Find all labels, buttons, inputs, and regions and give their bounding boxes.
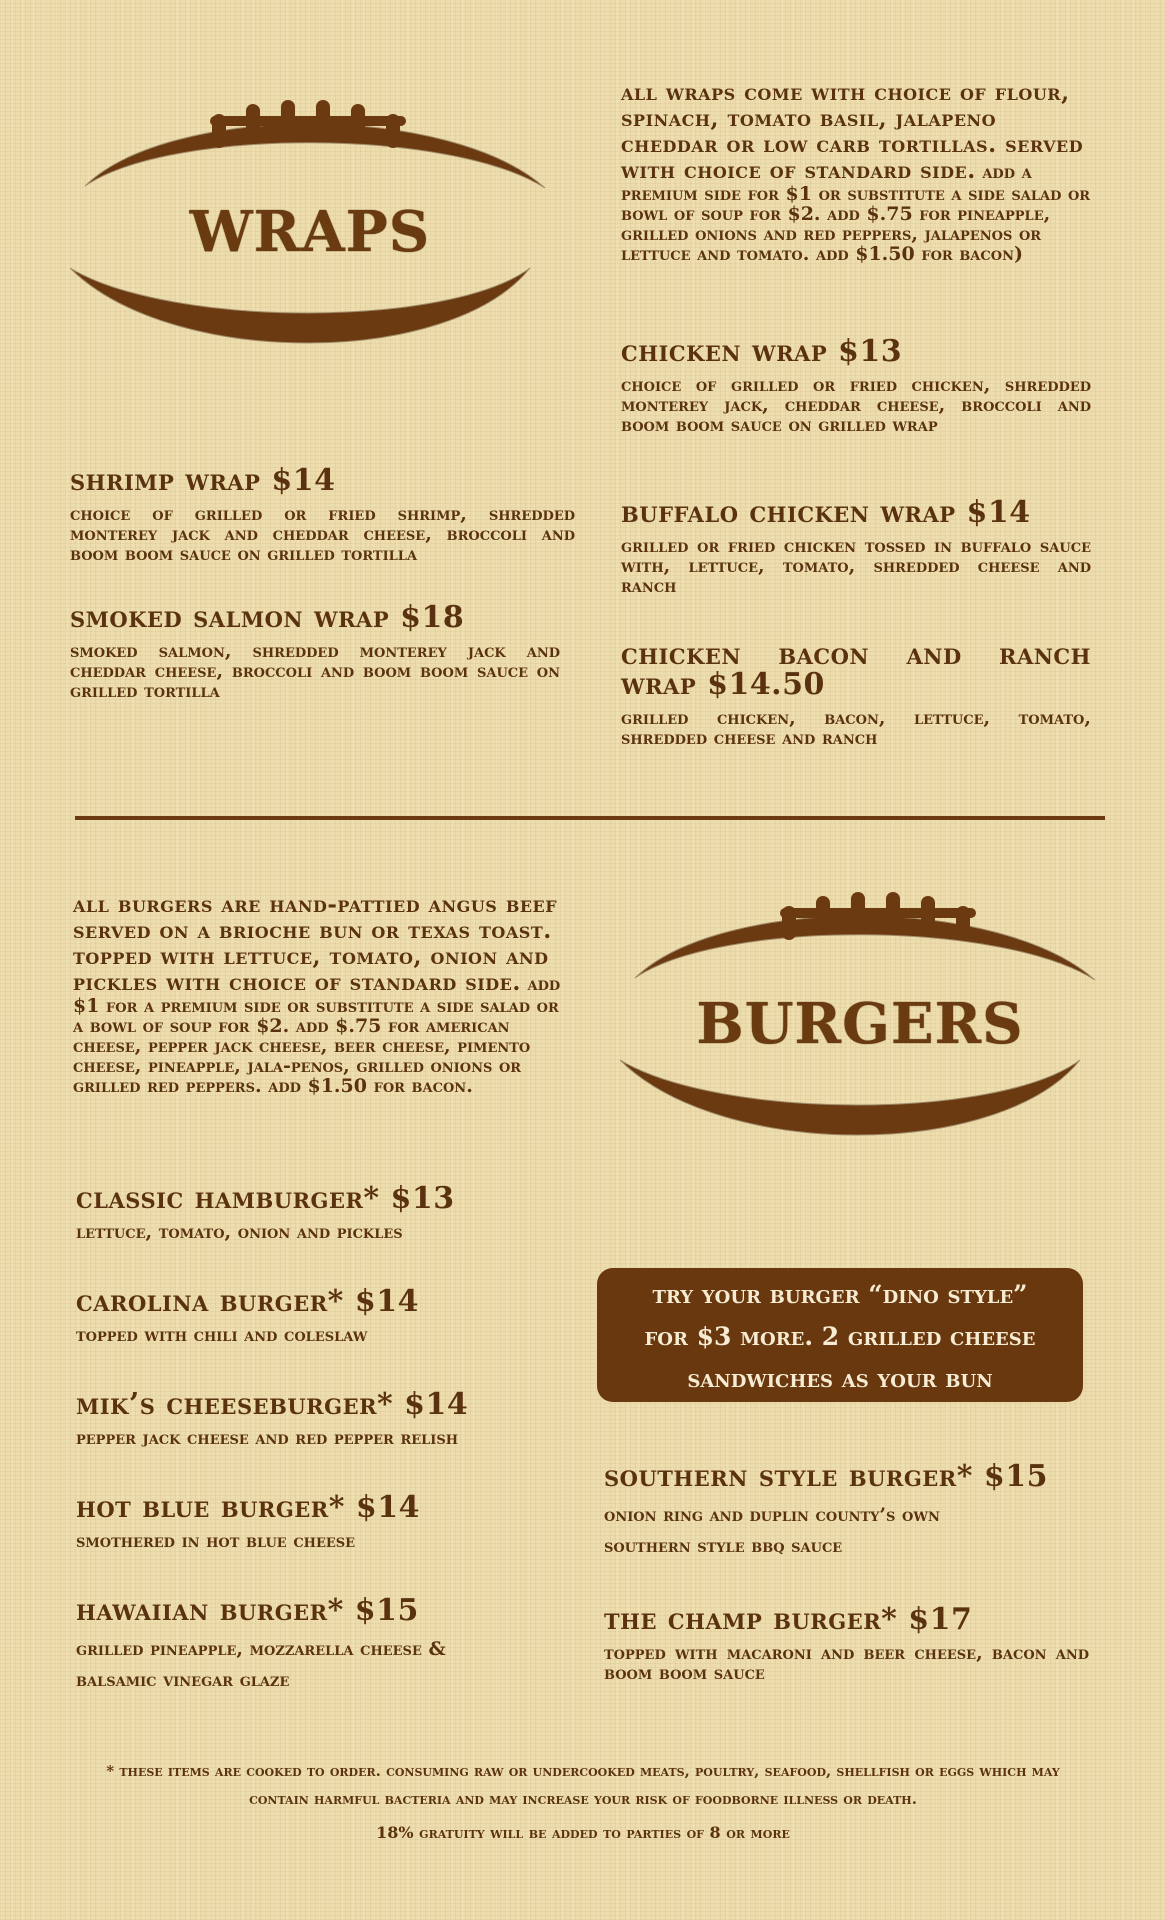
item-description: choice of grilled or fried chicken, shredded monterey jack, cheddar cheese, broccoli and boom boom sauce on grilled wrap xyxy=(621,374,1091,436)
item-title: southern style burger* $15 xyxy=(604,1459,1049,1494)
menu-item-chicken-wrap xyxy=(621,334,1091,436)
wraps-intro-addons: add a premium side for $1 or substitute a side salad or bowl of soup for $2. add $.75 for pineapple, grilled onions and red peppers, jalapenos or lettuce and tomato. add $1.50 for bacon) xyxy=(621,161,1091,265)
item-description: topped with chili and coleslaw xyxy=(76,1324,368,1346)
menu-item-shrimp-wrap xyxy=(70,463,575,565)
dino-line: sandwiches as your bun xyxy=(687,1364,993,1393)
item-description: grilled chicken, bacon, lettuce, tomato, shredded cheese and ranch xyxy=(621,707,1091,749)
menu-item-hawaiian-burger xyxy=(76,1593,576,1696)
menu-item-hot-blue-burger xyxy=(76,1490,576,1552)
item-title: hot blue burger* $14 xyxy=(76,1490,420,1525)
menu-item-the-champ-burger xyxy=(604,1602,1089,1684)
item-title: buffalo chicken wrap $14 xyxy=(621,495,1031,530)
item-title: classic hamburger* $13 xyxy=(76,1181,455,1216)
item-title: chicken wrap $13 xyxy=(621,334,903,369)
item-description: smothered in hot blue cheese xyxy=(76,1530,356,1552)
item-title: chicken bacon and ranch wrap $14.50 xyxy=(621,637,1091,702)
item-description-line: southern style bbq sauce xyxy=(604,1535,843,1557)
item-title: smoked salmon wrap $18 xyxy=(70,600,465,635)
wraps-football-graphic xyxy=(70,88,550,368)
burgers-intro xyxy=(73,892,572,1096)
item-description: pepper jack cheese and red pepper relish xyxy=(76,1427,459,1449)
item-description: topped with macaroni and beer cheese, bacon and boom boom sauce xyxy=(604,1642,1089,1684)
item-title: hawaiian burger* $15 xyxy=(76,1593,419,1628)
burgers-intro-addons: add $1 for a premium side or substitute a side salad or a bowl of soup for $2. add $.75 for american cheese, pepper jack cheese, beer cheese, pimento cheese, pineapple, jala-penos, grilled onions or grilled red peppers. add $1.50 for bacon. xyxy=(73,973,561,1097)
gratuity-note: 18% gratuity will be added to parties of 8 or more xyxy=(376,1823,790,1842)
item-title: mik’s cheeseburger* $14 xyxy=(76,1387,469,1422)
menu-item-smoked-salmon-wrap xyxy=(70,600,560,702)
item-description: grilled or fried chicken tossed in buffalo sauce with, lettuce, tomato, shredded cheese and ranch xyxy=(621,535,1091,597)
item-description: choice of grilled or fried shrimp, shredded monterey jack and cheddar cheese, broccoli and boom boom sauce on grilled tortilla xyxy=(70,503,575,565)
footer-disclaimer xyxy=(40,1757,1126,1847)
disclaimer-line: * these items are cooked to order. consuming raw or undercooked meats, poultry, seafood, shellfish or eggs which may xyxy=(106,1762,1060,1780)
menu-item-miks-cheeseburger xyxy=(76,1387,576,1449)
burgers-heading: burgers xyxy=(696,968,1024,1062)
section-divider xyxy=(75,816,1105,820)
disclaimer-line: contain harmful bacteria and may increase your risk of foodborne illness or death. xyxy=(249,1790,917,1808)
item-description: lettuce, tomato, onion and pickles xyxy=(76,1221,403,1243)
wraps-intro xyxy=(621,80,1091,264)
burgers-football-graphic xyxy=(620,880,1100,1160)
dino-style-callout xyxy=(597,1268,1083,1402)
wraps-heading: wraps xyxy=(189,176,431,270)
item-title: the champ burger* $17 xyxy=(604,1602,973,1637)
item-description-line: onion ring and duplin county’s own xyxy=(604,1504,940,1526)
item-description-line: grilled pineapple, mozzarella cheese & xyxy=(76,1638,446,1660)
item-title: shrimp wrap $14 xyxy=(70,463,336,498)
wraps-intro-main: all wraps come with choice of flour, spinach, tomato basil, jalapeno cheddar or low carb tortillas. served with choice of standard side. xyxy=(621,79,1084,184)
burgers-intro-main: all burgers are hand-pattied angus beef served on a brioche bun or texas toast. topped with lettuce, tomato, onion and pickles with choice of standard side. xyxy=(73,891,558,996)
menu-item-classic-hamburger xyxy=(76,1181,576,1243)
menu-item-carolina-burger xyxy=(76,1284,576,1346)
menu-item-buffalo-chicken-wrap xyxy=(621,495,1091,597)
item-description-line: balsamic vinegar glaze xyxy=(76,1669,290,1691)
menu-item-chicken-bacon-ranch-wrap xyxy=(621,637,1091,749)
dino-line: for $3 more. 2 grilled cheese xyxy=(644,1322,1036,1351)
dino-line: try your burger “dino style” xyxy=(652,1280,1028,1309)
item-title: carolina burger* $14 xyxy=(76,1284,419,1319)
item-description: smoked salmon, shredded monterey jack and cheddar cheese, broccoli and boom boom sauce on grilled tortilla xyxy=(70,640,560,702)
menu-item-southern-style-burger xyxy=(604,1459,1094,1562)
